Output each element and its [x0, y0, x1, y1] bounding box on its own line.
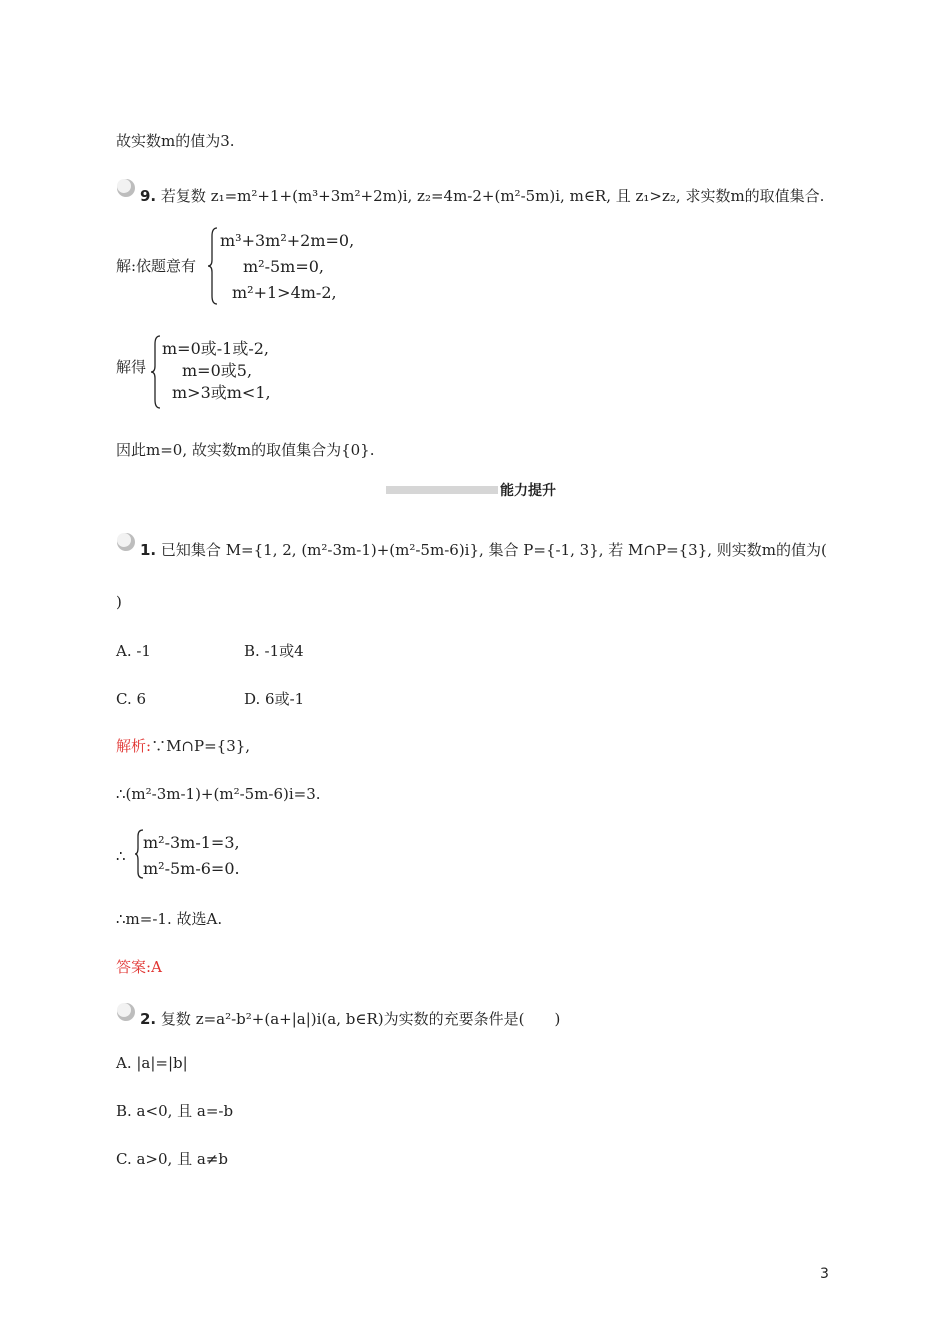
q9-number: 9.: [140, 187, 157, 205]
q1-option-c: C. 6: [116, 690, 147, 708]
analysis-text: ∵M∩P={3},: [151, 737, 251, 755]
left-brace-icon: [207, 226, 219, 306]
q9-conclusion: 因此m=0, 故实数m的取值集合为{0}.: [116, 441, 375, 459]
q9-solution-label: 解:依题意有: [116, 257, 197, 275]
q2-option-a: A. |a|=|b|: [116, 1054, 188, 1072]
q9-system1-line1: m³+3m²+2m=0,: [220, 231, 355, 250]
q9-text: 若复数 z₁=m²+1+(m³+3m²+2m)i, z₂=4m-2+(m²-5m)i, m∈R, 且 z₁>z₂, 求实数m的取值集合.: [160, 187, 825, 205]
q9-system1-line3: m²+1>4m-2,: [232, 283, 337, 302]
section-title: 能力提升: [500, 483, 556, 499]
left-brace-icon: [150, 334, 162, 410]
q9-system2-line2: m=0或5,: [182, 361, 253, 380]
q9-solution2-label: 解得: [116, 358, 147, 376]
q1-step1: ∴(m²-3m-1)+(m²-5m-6)i=3.: [116, 785, 321, 803]
q2-text: 复数 z=a²-b²+(a+|a|)i(a, b∈R)为实数的充要条件是( ): [160, 1010, 561, 1028]
answer-label: 答案:: [116, 958, 152, 976]
section-divider: [386, 486, 498, 494]
q1-text: 已知集合 M={1, 2, (m²-3m-1)+(m²-5m-6)i}, 集合 P={-1, 3}, 若 M∩P={3}, 则实数m的值为(: [160, 541, 827, 559]
question-badge-icon: [116, 1002, 136, 1022]
q2-stem: [140, 1009, 560, 1029]
q9-system2-line1: m=0或-1或-2,: [162, 339, 270, 358]
prev-conclusion: 故实数m的值为3.: [116, 132, 235, 150]
q1-stem: [140, 540, 827, 560]
q1-answer: [116, 957, 162, 977]
q2-option-c: C. a>0, 且 a≠b: [116, 1150, 228, 1168]
q2-number: 2.: [140, 1010, 157, 1028]
q1-system-line1: m²-3m-1=3,: [143, 833, 240, 852]
q1-close-paren: ): [116, 593, 122, 611]
q1-option-b: B. -1或4: [244, 642, 304, 660]
q9-stem: [140, 186, 824, 206]
answer-value: A: [151, 958, 162, 976]
q1-system-line2: m²-5m-6=0.: [143, 859, 240, 878]
q1-therefore-symbol: ∴: [116, 847, 126, 865]
q9-system1-line2: m²-5m=0,: [243, 257, 325, 276]
q1-option-a: A. -1: [116, 642, 151, 660]
page-number: 3: [820, 1266, 829, 1282]
q1-number: 1.: [140, 541, 157, 559]
question-badge-icon: [116, 532, 136, 552]
q1-analysis: [116, 736, 250, 756]
q1-step3: ∴m=-1. 故选A.: [116, 910, 223, 928]
q2-option-b: B. a<0, 且 a=-b: [116, 1102, 234, 1120]
q1-option-d: D. 6或-1: [244, 690, 305, 708]
q9-system2-line3: m>3或m<1,: [172, 383, 271, 402]
analysis-label: 解析:: [116, 737, 152, 755]
question-badge-icon: [116, 178, 136, 198]
